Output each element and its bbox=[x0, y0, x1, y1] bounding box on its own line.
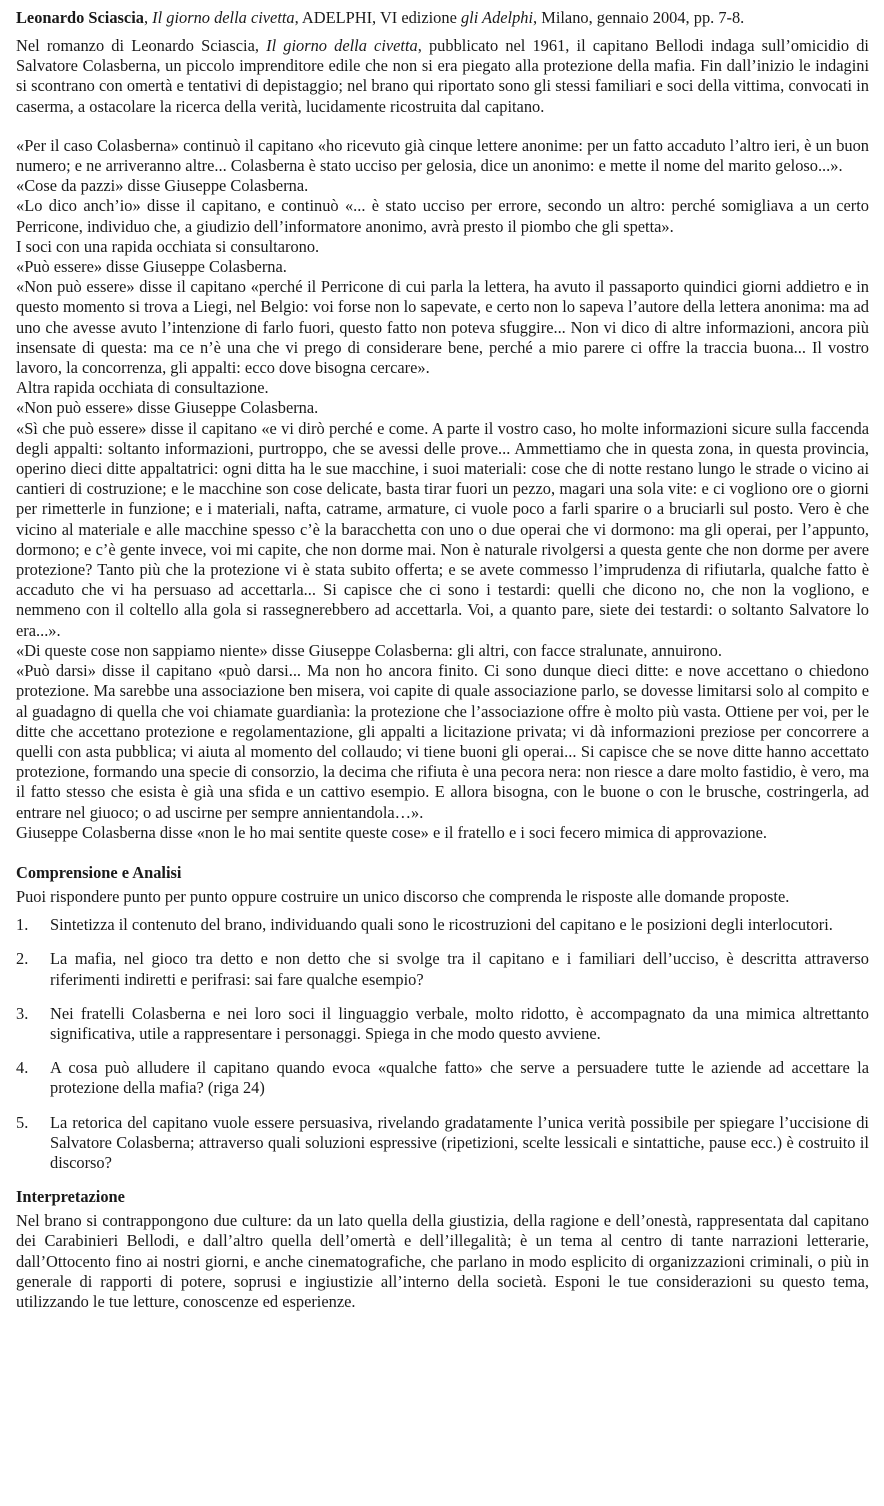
passage-line: I soci con una rapida occhiata si consultarono. bbox=[16, 236, 320, 256]
question-number: 2. bbox=[16, 949, 29, 969]
source-place-date: , Milano, gennaio 2004, pp. 7-8. bbox=[533, 8, 745, 27]
passage bbox=[16, 136, 869, 843]
question-item bbox=[16, 1004, 869, 1044]
source-series: gli Adelphi bbox=[460, 8, 534, 27]
question-text: Nei fratelli Colasberna e nei loro soci il linguaggio verbale, molto ridotto, è accompagnato da una mimica altrettanto significativa, utile a rappresentare i personaggi. Spiega in che modo questo avviene. bbox=[50, 1003, 869, 1043]
passage-line: «Sì che può essere» disse il capitano «e vi dirò perché e come. A parte il vostro caso, ho molte informazioni sicure sulla faccenda degli appalti: soltanto informazioni, purtroppo, che se avessi delle prove... Ammettiamo che in questa zona, in questa provincia, operino dieci ditte appaltatrici: ogni ditta ha le sue macchine, i suoi materiali: cose che di notte restano lungo le strade o vicino ai cantieri di costruzione; e le macchine son cose delicate, basta tirar fuori un pezzo, magari una sola vite: e ci vogliono ore o giorni per rimetterle in funzione; e i materiali, nafta, catrame, armature, ci vuole poco a farli sparire o a bruciarli sul posto. Vero è che vicino al materiale e alle macchine spesso c’è la baracchetta con uno o due operai che vi dormono: ma gli operai, per l’appunto, dormono; e c’è gente invece, voi mi capite, che non dorme mai. Non è naturale rivolgersi a questa gente che non dorme per avere protezione? Tanto più che la protezione vi è stata subito offerta; e se avete commesso l’imprudenza di rifiutarla, qualche fatto è accaduto che vi ha persuaso ad accettarla... Si capisce che ci sono i testardi: quelli che dicono no, che non la vogliono, e nemmeno con il coltello alla gola si rassegnerebbero ad accettarla. Voi, a quanto pare, siete dei testardi: o soltanto Salvatore lo era...». bbox=[16, 418, 869, 640]
question-text: La retorica del capitano vuole essere persuasiva, rivelando gradatamente l’unica verità possibile per spiegare l’uccisione di Salvatore Colasberna; attraverso quali soluzioni espressive (ripetizioni, scelte lessicali e sintattiche, pause ecc.) è costruito il discorso? bbox=[50, 1112, 869, 1172]
passage-line: «Per il caso Colasberna» continuò il capitano «ho ricevuto già cinque lettere anonime: per un fatto accaduto l’altro ieri, è un buon numero; e ne arriveranno altre... Colasberna è stato ucciso per gelosia, dice un anonimo: e mette il nome del marito geloso...». bbox=[16, 135, 869, 176]
source-publisher: , ADELPHI, VI edizione bbox=[294, 8, 461, 27]
question-number: 1. bbox=[16, 915, 29, 935]
passage-line: Giuseppe Colasberna disse «non le ho mai sentite queste cose» e il fratello e i soci fecero mimica di approvazione. bbox=[16, 822, 767, 842]
source-author: Leonardo Sciascia bbox=[16, 8, 144, 27]
passage-line: «Non può essere» disse Giuseppe Colasberna. bbox=[16, 398, 319, 418]
interpretation-text: Nel brano si contrappongono due culture: da un lato quella della giustizia, della ragione e dell’onestà, rappresentata dal capitano dei Carabinieri Bellodi, e dall’altro quella dell’omertà e dell’illegalità; è un tema al centro di tante narrazioni letterarie, dall’Ottocento fino ai nostri giorni, e anche cinematografiche, che parlano in modo esplicito di organizzazioni criminali, o più in generale di rapporti di potere, soprusi e ingiustizie all’interno della società. Esponi le tue considerazioni su questo tema, utilizzando le tue letture, conoscenze ed esperienze. bbox=[16, 1211, 869, 1311]
question-item bbox=[16, 1058, 869, 1098]
passage-line: «Cose da pazzi» disse Giuseppe Colasberna. bbox=[16, 176, 309, 196]
comprehension-heading: Comprensione e Analisi bbox=[16, 862, 182, 882]
question-number: 4. bbox=[16, 1058, 29, 1078]
passage-line: «Di queste cose non sappiamo niente» disse Giuseppe Colasberna: gli altri, con facce stralunate, annuirono. bbox=[16, 640, 722, 660]
question-item bbox=[16, 1113, 869, 1174]
passage-line: «Può darsi» disse il capitano «può darsi... Ma non ho ancora finito. Ci sono dunque dieci ditte: e nove accettano o chiedono protezione. Ma sarebbe una associazione ben misera, voi capite di quale associazione parlo, se dovesse limitarsi solo al compito e al guadagno di quella che voi chiamate guardianìa: la protezione che l’associazione offre è molto più vasta. Ottiene per voi, per le ditte che accettano protezione e regolamentazione, gli appalti a licitazione privata; vi dà informazioni preziose per concorrere a quelli con asta pubblica; vi aiuta al momento del collaudo; vi tiene buoni gli operai... Si capisce che se nove ditte hanno accettato protezione, formando una specie di consorzio, la decima che rifiuta è una pecora nera: non riesce a dare molto fastidio, è vero, ma il fatto stesso che esista è già una sfida e un cattivo esempio. E allora bisogna, con le buone o con le brusche, costringerla, ad entrare nel giuoco; o ad uscirne per sempre annientandola…». bbox=[16, 661, 869, 822]
question-list bbox=[16, 915, 869, 1173]
source-citation: Leonardo Sciascia, Il giorno della civetta, ADELPHI, VI edizione gli Adelphi, Milano, gennaio 2004, pp. 7-8. bbox=[16, 8, 745, 27]
question-item bbox=[16, 915, 869, 935]
interpretation-heading: Interpretazione bbox=[16, 1187, 125, 1207]
question-text: La mafia, nel gioco tra detto e non detto che si svolge tra il capitano e i familiari dell’ucciso, è descritta attraverso riferimenti indiretti e perifrasi: sai fare qualche esempio? bbox=[50, 949, 869, 989]
question-number: 3. bbox=[16, 1003, 29, 1023]
question-item bbox=[16, 949, 869, 989]
passage-line: «Non può essere» disse il capitano «perché il Perricone di cui parla la lettera, ha avuto il passaporto quindici giorni addietro e in questo momento si trova a Liegi, nel Belgio: voi forse non lo sapevate, e certo non lo sapeva l’autore della lettera anonima: ma ad uno che avesse avuto l’intenzione di farlo fuori, questo fatto non poteva sfuggire... Non vi dico di altre informazioni, ancora più insensate di questa: ma ce n’è una che vi prego di considerare bene, perché a mio parere ci offre la traccia buona... Il vostro lavoro, la concorrenza, gli appalti: ecco dove bisogna cercare». bbox=[16, 277, 869, 378]
comprehension-lead: Puoi rispondere punto per punto oppure costruire un unico discorso che comprenda le risposte alle domande proposte. bbox=[16, 886, 790, 906]
passage-line: «Può essere» disse Giuseppe Colasberna. bbox=[16, 257, 287, 277]
passage-line: «Lo dico anch’io» disse il capitano, e continuò «... è stato ucciso per errore, secondo un altro: perché somigliava a un certo Perricone, individuo che, a giudizio dell’informatore anonimo, avrà presto il piombo che gli spetta». bbox=[16, 196, 869, 236]
source-title: Il giorno della civetta bbox=[152, 8, 295, 27]
question-number: 5. bbox=[16, 1112, 29, 1132]
question-text: A cosa può alludere il capitano quando evoca «qualche fatto» che serve a persuadere tutte le aziende ad accettare la protezione della mafia? (riga 24) bbox=[50, 1058, 869, 1098]
passage-line: Altra rapida occhiata di consultazione. bbox=[16, 378, 269, 398]
question-text: Sintetizza il contenuto del brano, individuando quali sono le ricostruzioni del capitano e le posizioni degli interlocutori. bbox=[50, 915, 833, 935]
intro-paragraph: Nel romanzo di Leonardo Sciascia, Il giorno della civetta, pubblicato nel 1961, il capitano Bellodi indaga sull’omicidio di Salvatore Colasberna, un piccolo imprenditore edile che non si era piegato alla protezione della mafia. Fin dall’inizio le indagini si scontrano con omertà e tentativi di depistaggio; nel brano qui riportato sono gli stessi familiari e soci della vittima, convocati in caserma, a ostacolare la ricerca della verità, lucidamente ricostruita dal capitano. bbox=[16, 36, 869, 116]
intro-title: Il giorno della civetta bbox=[266, 36, 418, 55]
